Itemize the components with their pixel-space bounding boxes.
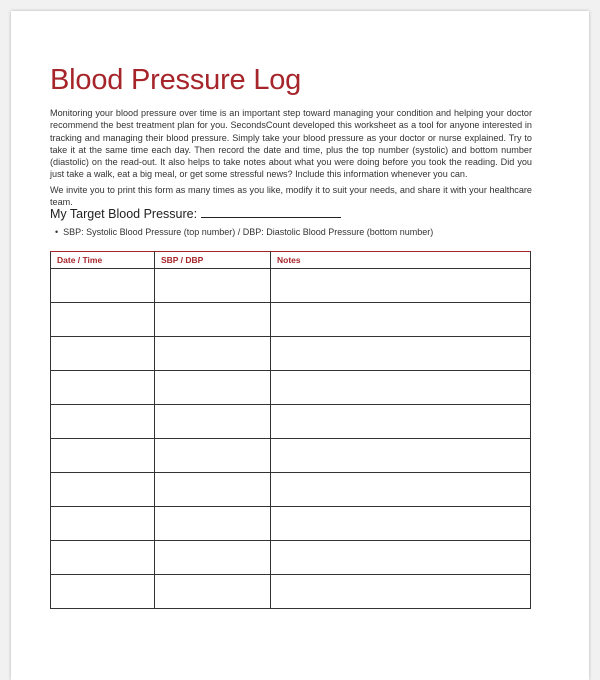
table-row <box>51 405 531 439</box>
date-time-cell <box>51 303 155 337</box>
table-row <box>51 371 531 405</box>
column-header-notes: Notes <box>271 252 531 269</box>
target-blood-pressure <box>50 206 341 222</box>
date-time-cell <box>51 507 155 541</box>
sbp-dbp-cell <box>155 269 271 303</box>
table-row <box>51 473 531 507</box>
date-time-cell <box>51 541 155 575</box>
notes-cell <box>271 303 531 337</box>
target-label: My Target Blood Pressure: <box>50 207 198 221</box>
sbp-dbp-cell <box>155 303 271 337</box>
sbp-dbp-cell <box>155 405 271 439</box>
target-blank-line <box>201 207 341 218</box>
notes-cell <box>271 269 531 303</box>
notes-cell <box>271 575 531 609</box>
intro-paragraph: Monitoring your blood pressure over time is an important step toward managing your condition and helping your doctor recommend the best treatment plan for you. SecondsCount developed this worksheet as a tool for anyone interested in tracking and managing their blood pressure. Simply take your blood pressure as your doctor or nurse explained. Try to take it at the same time each day. Then record the date and time, plus the top number (systolic) and bottom number (diastolic) on the read-out. It also helps to take notes about what you were doing before you took the reading. Did you just take a walk, eat a big meal, or get some stressful news? Include this information whenever you can. <box>50 108 532 180</box>
notes-cell <box>271 337 531 371</box>
table-row <box>51 575 531 609</box>
abbreviation-legend <box>55 226 433 238</box>
table-row <box>51 541 531 575</box>
column-header-date-time: Date / Time <box>51 252 155 269</box>
notes-cell <box>271 507 531 541</box>
notes-cell <box>271 371 531 405</box>
date-time-cell <box>51 473 155 507</box>
table-body <box>51 269 531 609</box>
date-time-cell <box>51 575 155 609</box>
date-time-cell <box>51 269 155 303</box>
table-header-row <box>51 252 531 269</box>
table-row <box>51 269 531 303</box>
legend-text: SBP: Systolic Blood Pressure (top number) / DBP: Diastolic Blood Pressure (bottom number) <box>63 227 434 237</box>
notes-cell <box>271 541 531 575</box>
intro-text <box>50 107 532 208</box>
table-row <box>51 303 531 337</box>
blood-pressure-log-table <box>50 251 531 609</box>
sbp-dbp-cell <box>155 473 271 507</box>
table-row <box>51 507 531 541</box>
date-time-cell <box>51 371 155 405</box>
sbp-dbp-cell <box>155 439 271 473</box>
notes-cell <box>271 439 531 473</box>
sbp-dbp-cell <box>155 337 271 371</box>
sbp-dbp-cell <box>155 507 271 541</box>
bullet-icon: • <box>55 227 59 237</box>
notes-cell <box>271 405 531 439</box>
date-time-cell <box>51 439 155 473</box>
date-time-cell <box>51 405 155 439</box>
sbp-dbp-cell <box>155 541 271 575</box>
date-time-cell <box>51 337 155 371</box>
sbp-dbp-cell <box>155 575 271 609</box>
intro-paragraph-invite: We invite you to print this form as many times as you like, modify it to suit your needs, and share it with your healthcare team. <box>50 184 532 208</box>
table-row <box>51 337 531 371</box>
table-row <box>51 439 531 473</box>
sbp-dbp-cell <box>155 371 271 405</box>
column-header-sbp-dbp: SBP / DBP <box>155 252 271 269</box>
page-title: Blood Pressure Log <box>50 64 302 96</box>
notes-cell <box>271 473 531 507</box>
